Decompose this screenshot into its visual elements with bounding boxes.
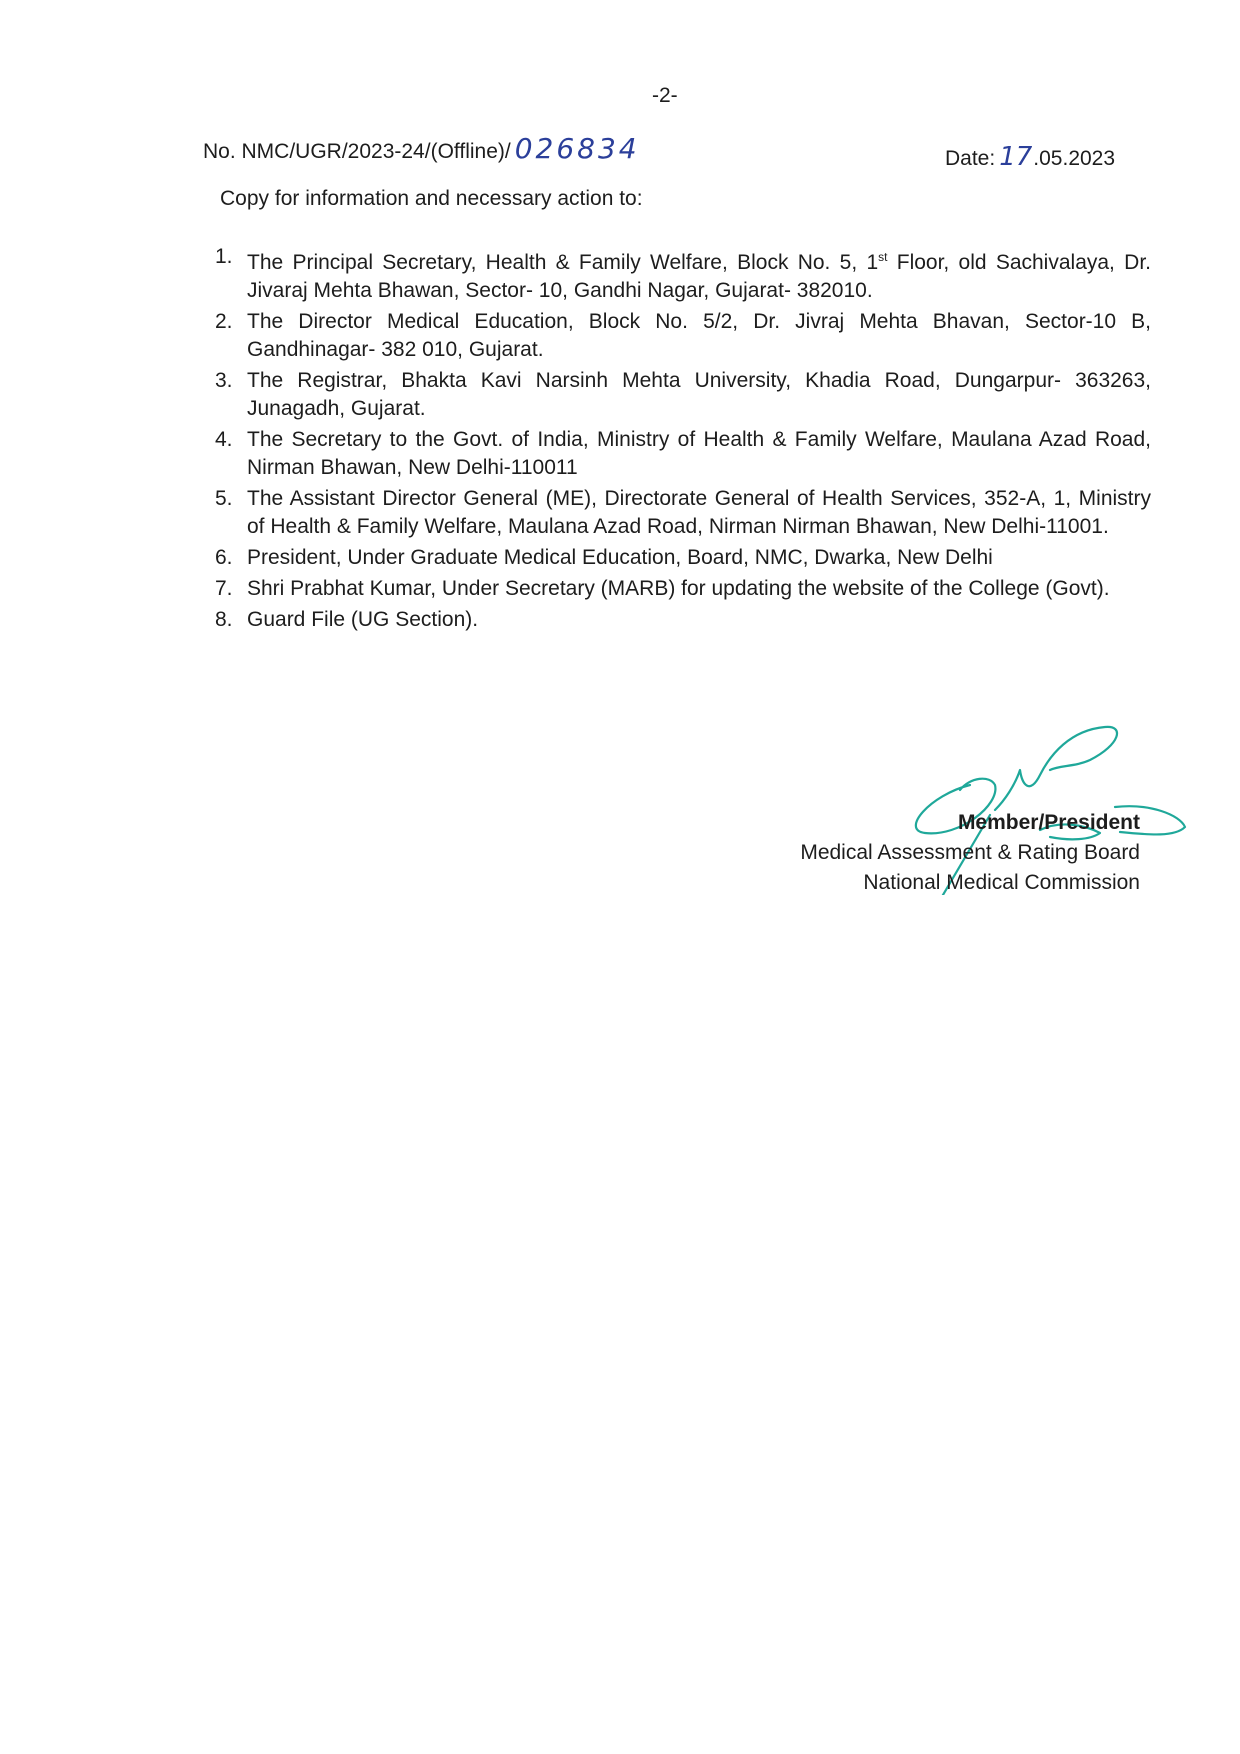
page-number: -2- [652, 84, 678, 107]
list-item [215, 367, 1151, 423]
date-line [945, 142, 1115, 172]
list-item [215, 426, 1151, 482]
list-item [215, 606, 1151, 634]
list-number: 6. [215, 546, 233, 569]
list-text: Guard File (UG Section). [247, 608, 479, 631]
recipient-list [215, 243, 1151, 637]
list-number: 4. [215, 428, 233, 451]
handwritten-reference-number: 026834 [514, 132, 640, 165]
signature-block [700, 808, 1140, 898]
list-item [215, 243, 1151, 305]
list-text: Shri Prabhat Kumar, Under Secretary (MARB) for updating the website of the College (Govt). [247, 577, 1110, 600]
list-text: The Assistant Director General (ME), Directorate General of Health Services, 352-A, 1, Ministry of Health & Family Welfare, Maulana Azad Road, Nirman Nirman Bhawan, New Delhi-11001. [247, 487, 1151, 538]
signatory-board: Medical Assessment & Rating Board [800, 841, 1140, 864]
reference-prefix: No. NMC/UGR/2023-24/(Offline)/ [203, 140, 511, 163]
list-item [215, 485, 1151, 541]
reference-line [203, 132, 640, 165]
list-item [215, 308, 1151, 364]
list-number: 8. [215, 608, 233, 631]
date-rest: .05.2023 [1033, 147, 1116, 170]
list-number: 2. [215, 310, 233, 333]
list-item [215, 544, 1151, 572]
list-text: The Director Medical Education, Block No. 5/2, Dr. Jivraj Mehta Bhavan, Sector-10 B, Gandhinagar- 382 010, Gujarat. [247, 310, 1151, 361]
list-text: The Registrar, Bhakta Kavi Narsinh Mehta University, Khadia Road, Dungarpur- 363263, Junagadh, Gujarat. [247, 369, 1151, 420]
list-item [215, 575, 1151, 603]
list-number: 7. [215, 577, 233, 600]
copy-intro: Copy for information and necessary action to: [220, 187, 643, 210]
superscript: st [878, 250, 888, 264]
signatory-commission: National Medical Commission [863, 871, 1140, 894]
list-text: The Secretary to the Govt. of India, Ministry of Health & Family Welfare, Maulana Azad Road, Nirman Bhawan, New Delhi-110011 [247, 428, 1151, 479]
list-text-cont: Floor, old Sachivalaya, Dr. Jivaraj Mehta Bhawan, Sector- 10, Gandhi Nagar, Gujarat- 382010. [247, 251, 1151, 302]
list-number: 5. [215, 487, 233, 510]
list-number: 3. [215, 369, 233, 392]
handwritten-date-day: 17 [999, 142, 1033, 172]
signatory-title: Member/President [957, 811, 1140, 834]
date-label: Date: [945, 147, 996, 170]
list-number: 1. [215, 245, 233, 268]
list-text: The Principal Secretary, Health & Family Welfare, Block No. 5, 1 [247, 251, 879, 274]
list-text: President, Under Graduate Medical Education, Board, NMC, Dwarka, New Delhi [247, 546, 993, 569]
